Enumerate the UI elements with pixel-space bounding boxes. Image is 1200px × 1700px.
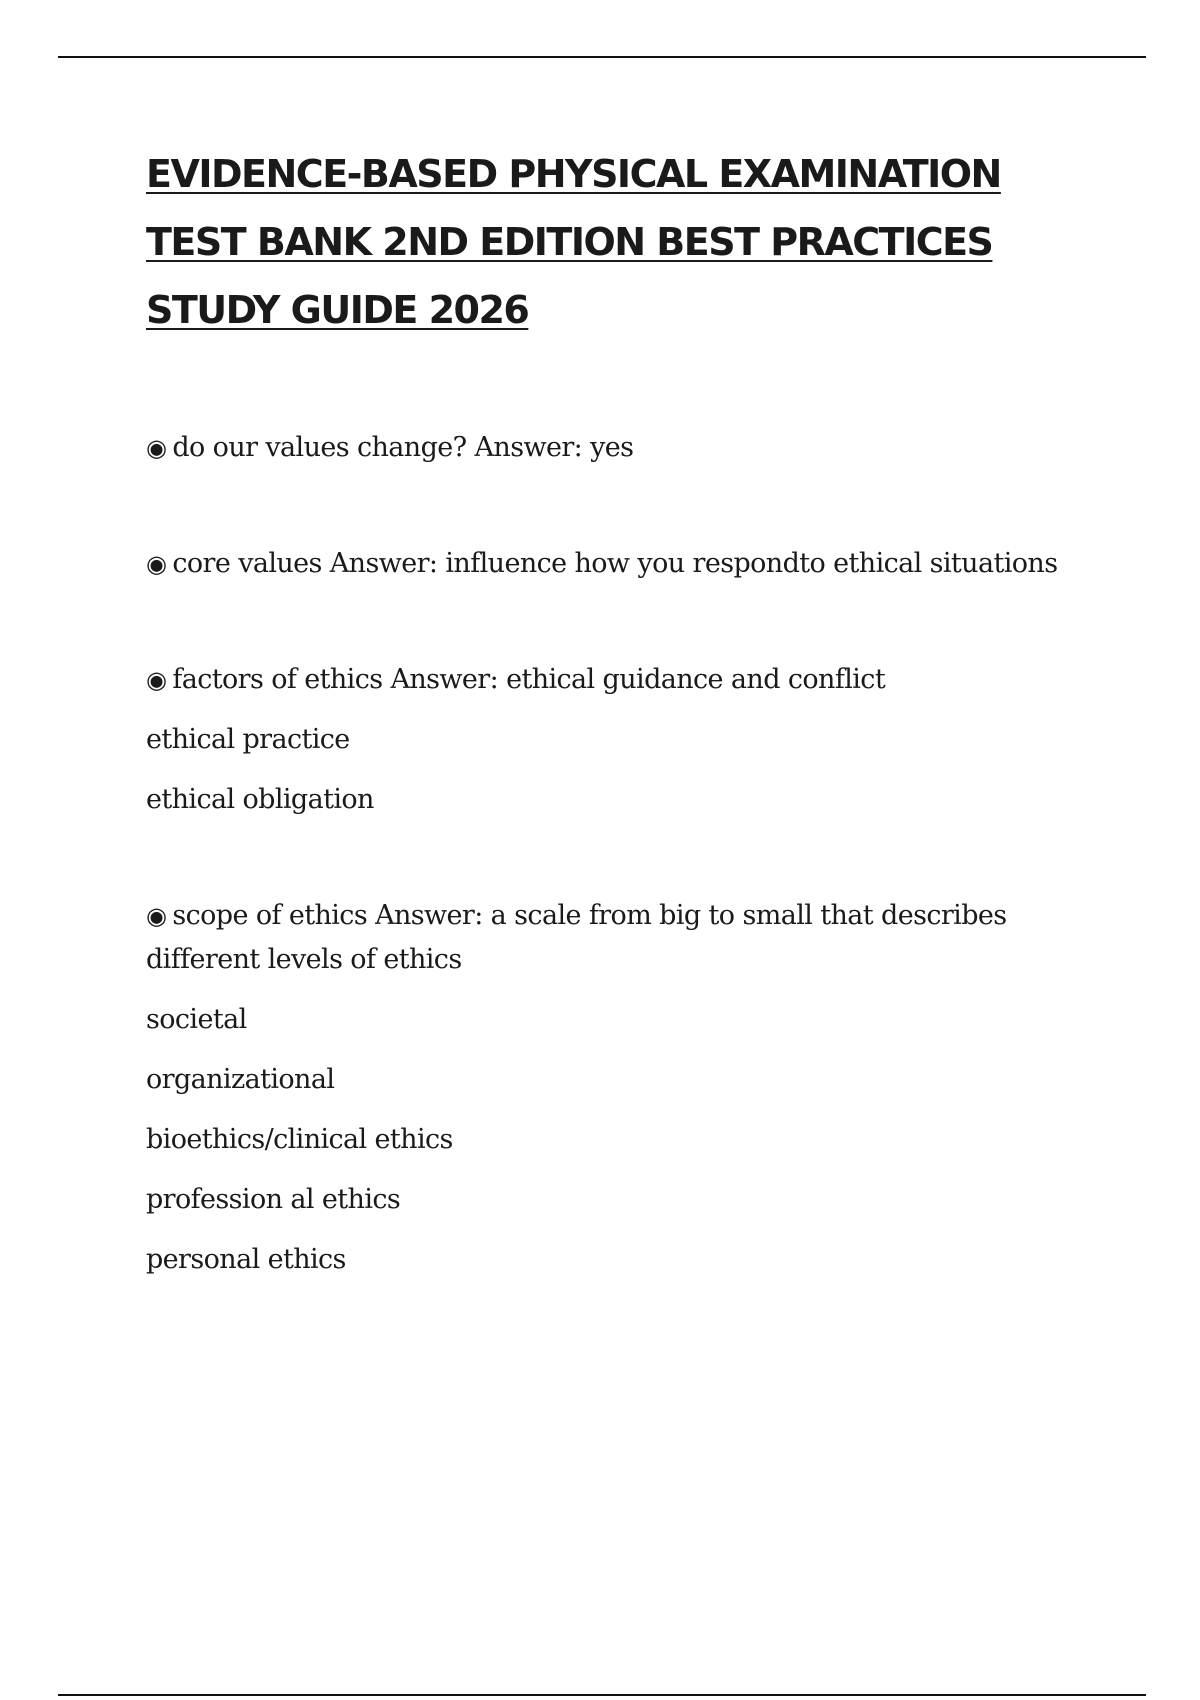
answer-line: societal [146, 1004, 247, 1035]
qa-question [146, 426, 1066, 470]
bullet-icon: ◉ [146, 550, 167, 578]
qa-item [146, 426, 1066, 470]
top-rule [58, 56, 1146, 58]
answer-line: profession al ethics [146, 1184, 401, 1215]
qa-question [146, 658, 1066, 702]
qa-question [146, 894, 1066, 982]
bullet-icon: ◉ [146, 434, 167, 462]
title-line: TEST BANK 2ND EDITION BEST PRACTICES [146, 220, 993, 264]
bullet-icon: ◉ [146, 666, 167, 694]
answer-line: ethical practice [146, 724, 350, 755]
answer-line: bioethics/clinical ethics [146, 1124, 453, 1155]
document-body [146, 140, 1066, 1282]
qa-question [146, 542, 1066, 586]
bottom-rule [58, 1694, 1146, 1696]
question-text: do our values change? Answer: yes [172, 432, 634, 463]
question-text: scope of ethics Answer: a scale from big to small that describes different levels of ethics [146, 900, 1007, 975]
answer-line: personal ethics [146, 1244, 346, 1275]
title-line: EVIDENCE-BASED PHYSICAL EXAMINATION [146, 152, 1001, 196]
bullet-icon: ◉ [146, 902, 167, 930]
document-title [146, 140, 1066, 344]
answer-line: organizational [146, 1064, 335, 1095]
question-text: factors of ethics Answer: ethical guidance and conflict [172, 664, 886, 695]
question-text: core values Answer: influence how you respondto ethical situations [172, 548, 1058, 579]
qa-item [146, 542, 1066, 586]
qa-item [146, 658, 1066, 822]
title-line: STUDY GUIDE 2026 [146, 288, 529, 332]
qa-item [146, 894, 1066, 1282]
answer-line: ethical obligation [146, 784, 374, 815]
